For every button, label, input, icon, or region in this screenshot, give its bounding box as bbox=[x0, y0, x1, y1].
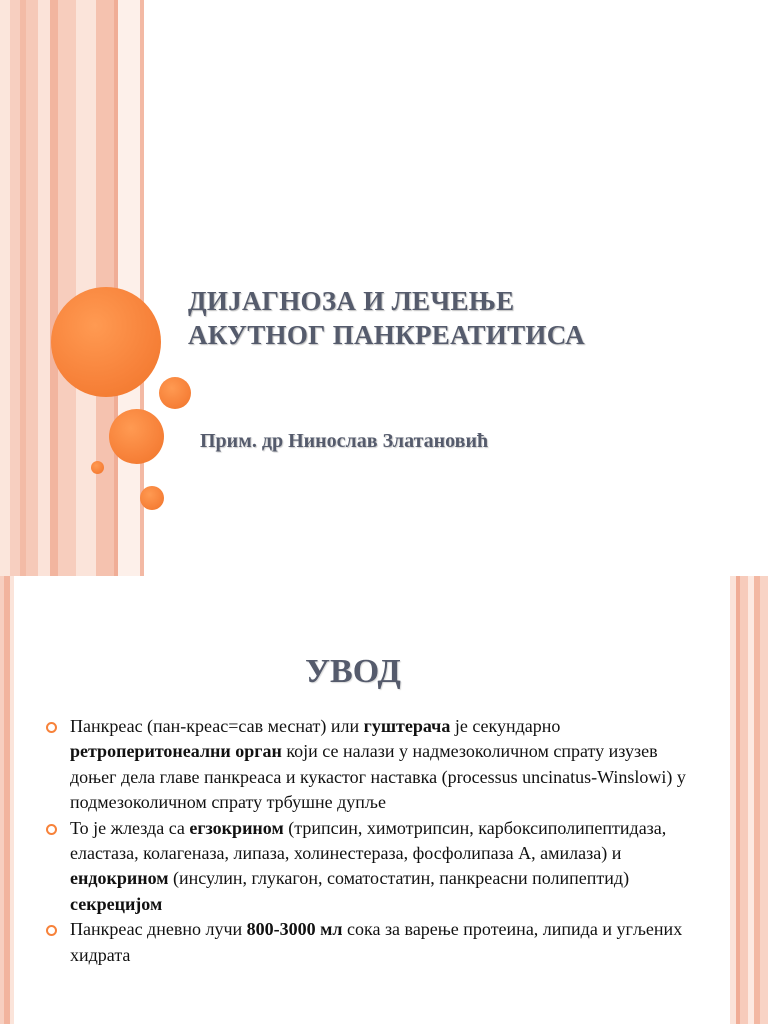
bullet-bold-text: гуштерача bbox=[363, 716, 451, 736]
large-circle-decoration bbox=[51, 287, 161, 397]
bullet-text: који се налази у надмезоколичном спрату изузев доњег дела главе панкреаса и кукастог наставка (processus uncinatus-Winslowi) у подмезоколичном спрату трбушне дупље bbox=[70, 741, 686, 813]
bullet-text: је секундарно bbox=[450, 716, 561, 736]
bullet-bold-text: ендокрином bbox=[70, 868, 169, 889]
bullet-bold-text: 800-3000 мл bbox=[246, 919, 343, 940]
decorative-stripes-right bbox=[730, 576, 768, 1024]
bullet-text: сока за варење протеина, липида и угљених хидрата bbox=[70, 919, 683, 965]
bullet-item bbox=[46, 714, 686, 816]
hollow-circle-bullet-icon bbox=[46, 925, 57, 936]
medium-circle-decoration bbox=[109, 409, 164, 464]
bullet-list bbox=[46, 714, 686, 968]
tiny-circle-decoration bbox=[91, 461, 104, 474]
bullet-text: Панкреас дневно лучи bbox=[70, 919, 247, 940]
hollow-circle-bullet-icon bbox=[46, 722, 57, 733]
decorative-stripes-left bbox=[0, 576, 14, 1024]
slide-title-line2: АКУТНОГ ПАНКРЕАТИТИСА bbox=[188, 320, 585, 350]
small-circle-decoration bbox=[159, 377, 191, 409]
bullet-text: (инсулин, глукагон, соматостатин, панкреасни полипептид) bbox=[168, 868, 630, 889]
decorative-stripes bbox=[0, 0, 150, 576]
bullet-bold-text: егзокрином bbox=[189, 817, 284, 838]
bullet-text: (трипсин, химотрипсин, карбоксиполипептидаза, еластаза, колагеназа, липаза, холинестераза, фосфолипаза А, амилаза) и bbox=[70, 817, 667, 864]
bullet-text: То је жлезда са bbox=[70, 817, 190, 838]
author-subtitle: Прим. др Нинослав Златановић bbox=[200, 430, 489, 452]
bullet-item bbox=[46, 917, 686, 968]
bullet-text: Панкреас (пан-креас=сав меснат) или bbox=[70, 716, 364, 736]
bullet-item bbox=[46, 816, 686, 918]
slide-title bbox=[188, 284, 728, 352]
slide-title-line1: ДИЈАГНОЗА И ЛЕЧЕЊЕ bbox=[188, 286, 515, 316]
bullet-bold-text: секрецијом bbox=[70, 893, 163, 914]
intro-slide bbox=[0, 576, 768, 1024]
section-title: УВОД bbox=[305, 653, 401, 690]
small-circle-decoration bbox=[140, 486, 164, 510]
bullet-bold-text: ретроперитонеални орган bbox=[70, 741, 282, 762]
hollow-circle-bullet-icon bbox=[46, 824, 57, 835]
